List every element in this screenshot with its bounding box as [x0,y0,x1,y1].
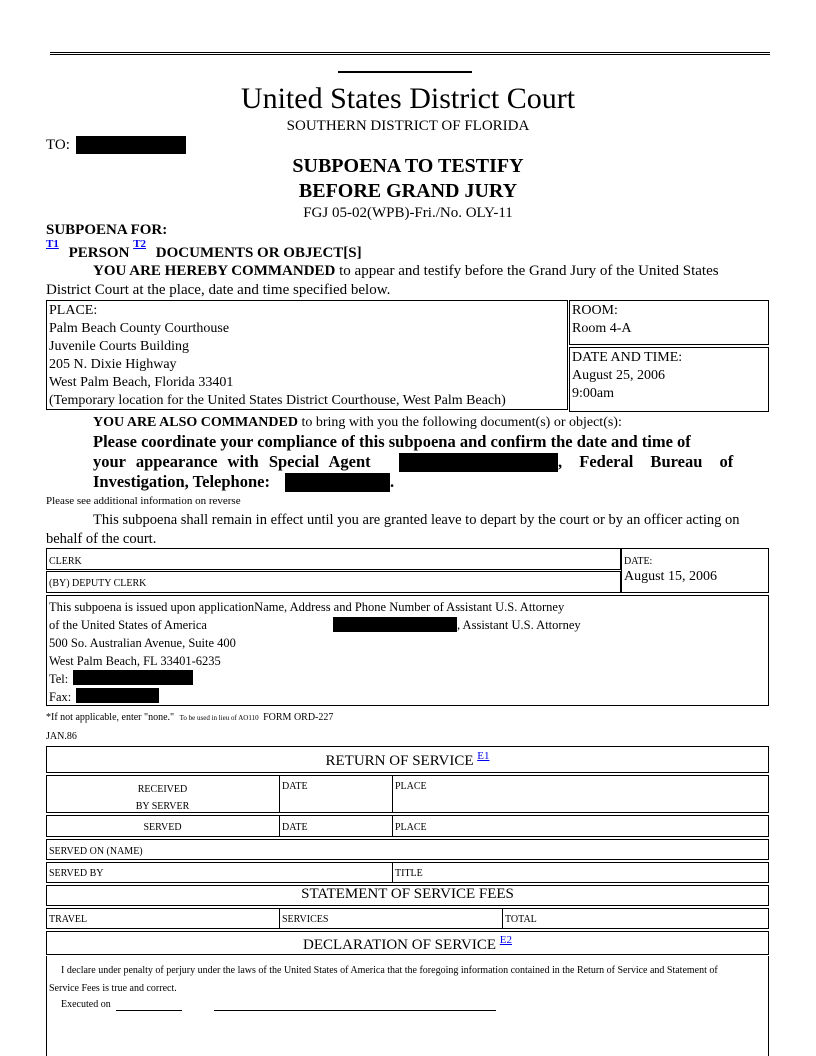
fees-row [46,908,769,929]
court-title: United States District Court [240,82,576,115]
clerk-label: CLERK [49,556,82,567]
clerk-date-value: August 15, 2006 [624,569,717,584]
served-by-divider [392,862,393,883]
room-block [572,302,632,338]
received-divider-1 [279,775,280,813]
served-divider-2 [392,815,393,837]
services-label: SERVICES [282,914,329,925]
travel-label: TRAVEL [49,914,88,925]
footer-line [46,712,333,723]
declaration-left-border [46,956,47,1056]
deputy-clerk-label: (BY) DEPUTY CLERK [49,578,147,589]
received-date-label: DATE [282,781,308,792]
received-line-1: RECEIVED [137,784,188,795]
place-block [49,302,506,410]
issued-line-2b: , Assistant U.S. Attorney [457,618,581,632]
issued-line-3: 500 So. Australian Avenue, Suite 400 [49,636,236,650]
also-commanded [93,415,622,431]
command-paragraph [46,262,772,300]
declaration-line-2: Service Fees is true and correct. [49,983,177,994]
instruction-line-2a: your appearance with Special Agent [93,452,371,471]
datetime-label: DATE AND TIME: [572,350,683,365]
served-divider-1 [279,815,280,837]
effect-line-1: This subpoena shall remain in effect until you are granted leave to depart by the court or by an officer acting on [93,512,740,528]
received-label [46,781,279,815]
place-line: Juvenile Courts Building [49,339,189,354]
person-option: PERSON [68,245,130,261]
declaration-line-1: I declare under penalty of perjury under the laws of the United States of America that the foregoing information contained in the Return of Service and Statement of [61,965,718,976]
received-line-2: BY SERVER [135,801,190,812]
redacted-recipient [76,136,186,154]
received-divider-2 [392,775,393,813]
instruction-line-3a: Investigation, Telephone: [93,472,270,491]
reverse-note: Please see additional information on reverse [46,495,241,507]
footnote-link-t1[interactable]: T1 [46,238,59,250]
declaration-text [49,962,767,998]
executed-date-line[interactable] [116,1010,182,1011]
served-label: SERVED [143,822,182,833]
redacted-attorney-name [333,617,457,632]
also-lead: YOU ARE ALSO COMMANDED [93,415,298,430]
served-by-label: SERVED BY [49,868,104,879]
redacted-fax [76,688,159,703]
command-line-2: District Court at the place, date and time specified below. [46,282,391,298]
declaration-title-block [46,934,769,954]
district-name: SOUTHERN DISTRICT OF FLORIDA [286,118,530,134]
footnote-link-e1[interactable]: E1 [477,750,490,762]
redacted-telephone [285,473,390,492]
place-line: 205 N. Dixie Highway [49,357,177,372]
room-label: ROOM: [572,303,618,318]
form-number: FORM ORD-227 [263,712,334,723]
total-label: TOTAL [505,914,537,925]
documents-option: DOCUMENTS OR OBJECT[S] [155,245,362,261]
form-date-code: JAN.86 [46,731,77,742]
fees-divider-2 [502,908,503,929]
case-number: FGJ 05-02(WPB)-Fri./No. OLY-11 [303,205,513,221]
clerk-box [46,548,621,570]
redacted-agent-name [399,453,558,472]
top-rule-short [338,71,472,73]
place-line: West Palm Beach, Florida 33401 [49,375,234,390]
top-rule [50,52,770,55]
subpoena-title-2: BEFORE GRAND JURY [298,180,518,202]
instruction-line-3b: . [390,472,395,491]
also-rest: to bring with you the following document(s) or object(s): [297,415,622,430]
command-rest: to appear and testify before the Grand Jury of the United States [335,263,719,279]
effect-paragraph [46,511,772,549]
place-label: PLACE: [49,303,98,318]
subpoena-title-1: SUBPOENA TO TESTIFY [292,155,524,177]
not-applicable-note: *If not applicable, enter "none." [46,712,175,723]
executed-on-label: Executed on [61,999,111,1010]
fees-title: STATEMENT OF SERVICE FEES [301,886,514,902]
place-line: (Temporary location for the United States District Courthouse, West Palm Beach) [49,393,506,408]
lieu-note: To be used in lieu of AO110 [179,714,259,722]
issued-line-4: West Palm Beach, FL 33401-6235 [49,654,221,668]
subpoena-for-label: SUBPOENA FOR: [46,222,168,238]
place-line: Palm Beach County Courthouse [49,321,230,336]
redacted-tel [73,670,193,685]
to-label: TO: [46,137,70,153]
return-title: RETURN OF SERVICE [325,753,474,769]
fees-divider-1 [279,908,280,929]
datetime-time: 9:00am [572,386,614,401]
signature-line[interactable] [214,1010,496,1011]
clerk-date-label: DATE: [624,556,653,567]
issued-line-1: This subpoena is issued upon applicationName, Address and Phone Number of Assistant U.S. Attorney [49,600,565,614]
received-place-label: PLACE [395,781,427,792]
tel-label: Tel: [49,672,69,686]
fax-label: Fax: [49,690,72,704]
issued-line-2a: of the United States of America [49,618,207,632]
instruction-line-1: Please coordinate your compliance of this subpoena and confirm the date and time of [93,432,691,451]
room-value: Room 4-A [572,321,632,336]
served-place-label: PLACE [395,822,427,833]
datetime-block [572,349,682,403]
effect-line-2: behalf of the court. [46,531,157,547]
declaration-title: DECLARATION OF SERVICE [303,937,496,953]
command-lead: YOU ARE HEREBY COMMANDED [93,263,336,279]
served-on-row [46,839,769,860]
served-on-label: SERVED ON (NAME) [49,846,143,857]
return-of-service-title [46,750,769,770]
declaration-right-border [768,956,769,1056]
title-label: TITLE [395,868,423,879]
footnote-link-t2[interactable]: T2 [133,238,147,250]
served-date-label: DATE [282,822,308,833]
subpoena-for-options [46,238,362,262]
instruction-line-2b: , Federal Bureau of [558,452,734,471]
datetime-date: August 25, 2006 [572,368,665,383]
footnote-link-e2[interactable]: E2 [499,934,512,946]
